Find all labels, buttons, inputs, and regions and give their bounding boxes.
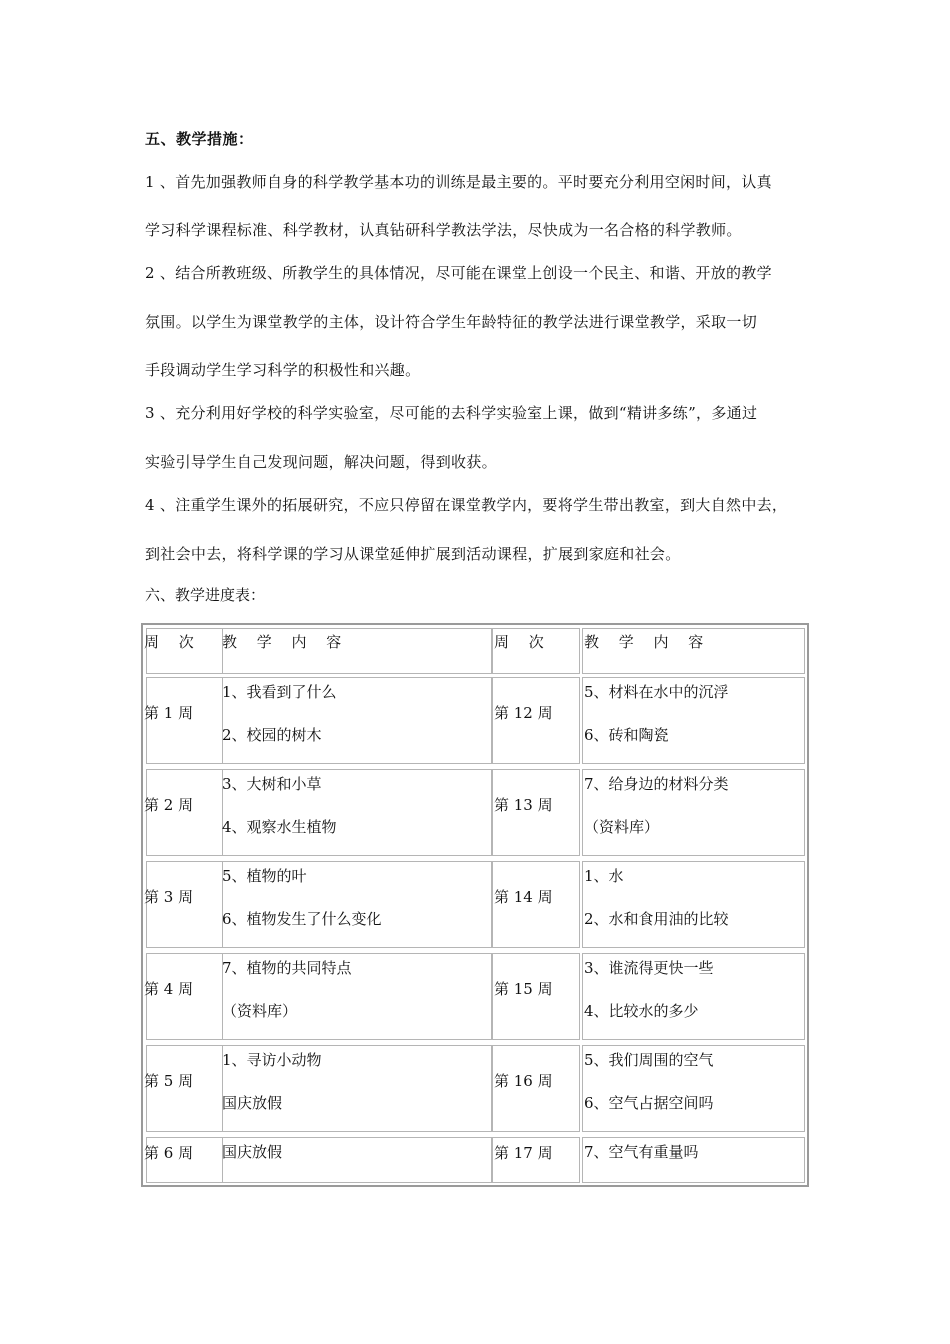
lesson-item: 6、植物发生了什么变化 [222, 910, 382, 928]
lesson-item: 国庆放假 [222, 1094, 283, 1112]
lesson-item: 1、水 [584, 867, 624, 885]
lesson-item: 2、水和食用油的比较 [584, 910, 729, 928]
paragraph-line: 学习科学课程标准、科学教材，认真钻研科学教法学法，尽快成为一名合格的科学教师。 [145, 221, 742, 239]
week-label: 第 6 周 [144, 1144, 194, 1162]
lesson-item: 6、空气占据空间吗 [584, 1094, 714, 1112]
week-label: 第 13 周 [494, 796, 553, 814]
lesson-item: 7、空气有重量吗 [584, 1143, 699, 1161]
paragraph-line: 3 、充分利用好学校的科学实验室，尽可能的去科学实验室上课，做到“精讲多练”，多通过 [145, 404, 758, 422]
lesson-item: 1、寻访小动物 [222, 1051, 322, 1069]
paragraph-line: 手段调动学生学习科学的积极性和兴趣。 [145, 361, 421, 379]
week-label: 第 5 周 [144, 1072, 194, 1090]
paragraph-line: 到社会中去，将科学课的学习从课堂延伸扩展到活动课程，扩展到家庭和社会。 [145, 545, 681, 563]
week-label: 第 17 周 [494, 1144, 553, 1162]
lesson-item: （资料库） [222, 1002, 298, 1020]
lesson-item: （资料库） [584, 818, 660, 836]
lesson-item: 5、我们周围的空气 [584, 1051, 714, 1069]
lesson-item: 5、材料在水中的沉浮 [584, 683, 729, 701]
schedule-table [141, 623, 809, 1187]
lesson-item: 7、植物的共同特点 [222, 959, 352, 977]
lesson-item: 3、大树和小草 [222, 775, 322, 793]
lesson-item: 5、植物的叶 [222, 867, 307, 885]
table-header: 教 学 内 容 [584, 633, 704, 651]
week-label: 第 16 周 [494, 1072, 553, 1090]
week-label: 第 2 周 [144, 796, 194, 814]
lesson-item: 3、谁流得更快一些 [584, 959, 714, 977]
lesson-item: 4、观察水生植物 [222, 818, 337, 836]
paragraph-line: 氛围。以学生为课堂教学的主体，设计符合学生年龄特征的教学法进行课堂教学，采取一切 [145, 313, 758, 331]
week-label: 第 14 周 [494, 888, 553, 906]
section-heading-schedule: 六、教学进度表： [145, 586, 266, 604]
lesson-item: 4、比较水的多少 [584, 1002, 699, 1020]
week-label: 第 15 周 [494, 980, 553, 998]
lesson-item: 国庆放假 [222, 1143, 283, 1161]
table-header: 周 次 [144, 633, 194, 651]
week-label: 第 4 周 [144, 980, 194, 998]
week-label: 第 3 周 [144, 888, 194, 906]
paragraph-line: 实验引导学生自己发现问题，解决问题，得到收获。 [145, 453, 497, 471]
week-label: 第 12 周 [494, 704, 553, 722]
lesson-item: 2、校园的树木 [222, 726, 322, 744]
paragraph-line: 4 、注重学生课外的拓展研究，不应只停留在课堂教学内，要将学生带出教室，到大自然中去， [145, 496, 788, 514]
lesson-item: 6、砖和陶瓷 [584, 726, 669, 744]
lesson-item: 7、给身边的材料分类 [584, 775, 729, 793]
paragraph-line: 2 、结合所教班级、所教学生的具体情况，尽可能在课堂上创设一个民主、和谐、开放的教学 [145, 264, 772, 282]
week-label: 第 1 周 [144, 704, 194, 722]
lesson-item: 1、我看到了什么 [222, 683, 337, 701]
table-header: 周 次 [494, 633, 544, 651]
table-header: 教 学 内 容 [222, 633, 342, 651]
section-heading-teaching-measures: 五、教学措施： [145, 130, 254, 148]
paragraph-line: 1 、首先加强教师自身的科学教学基本功的训练是最主要的。平时要充分利用空闲时间，认真 [145, 173, 772, 191]
